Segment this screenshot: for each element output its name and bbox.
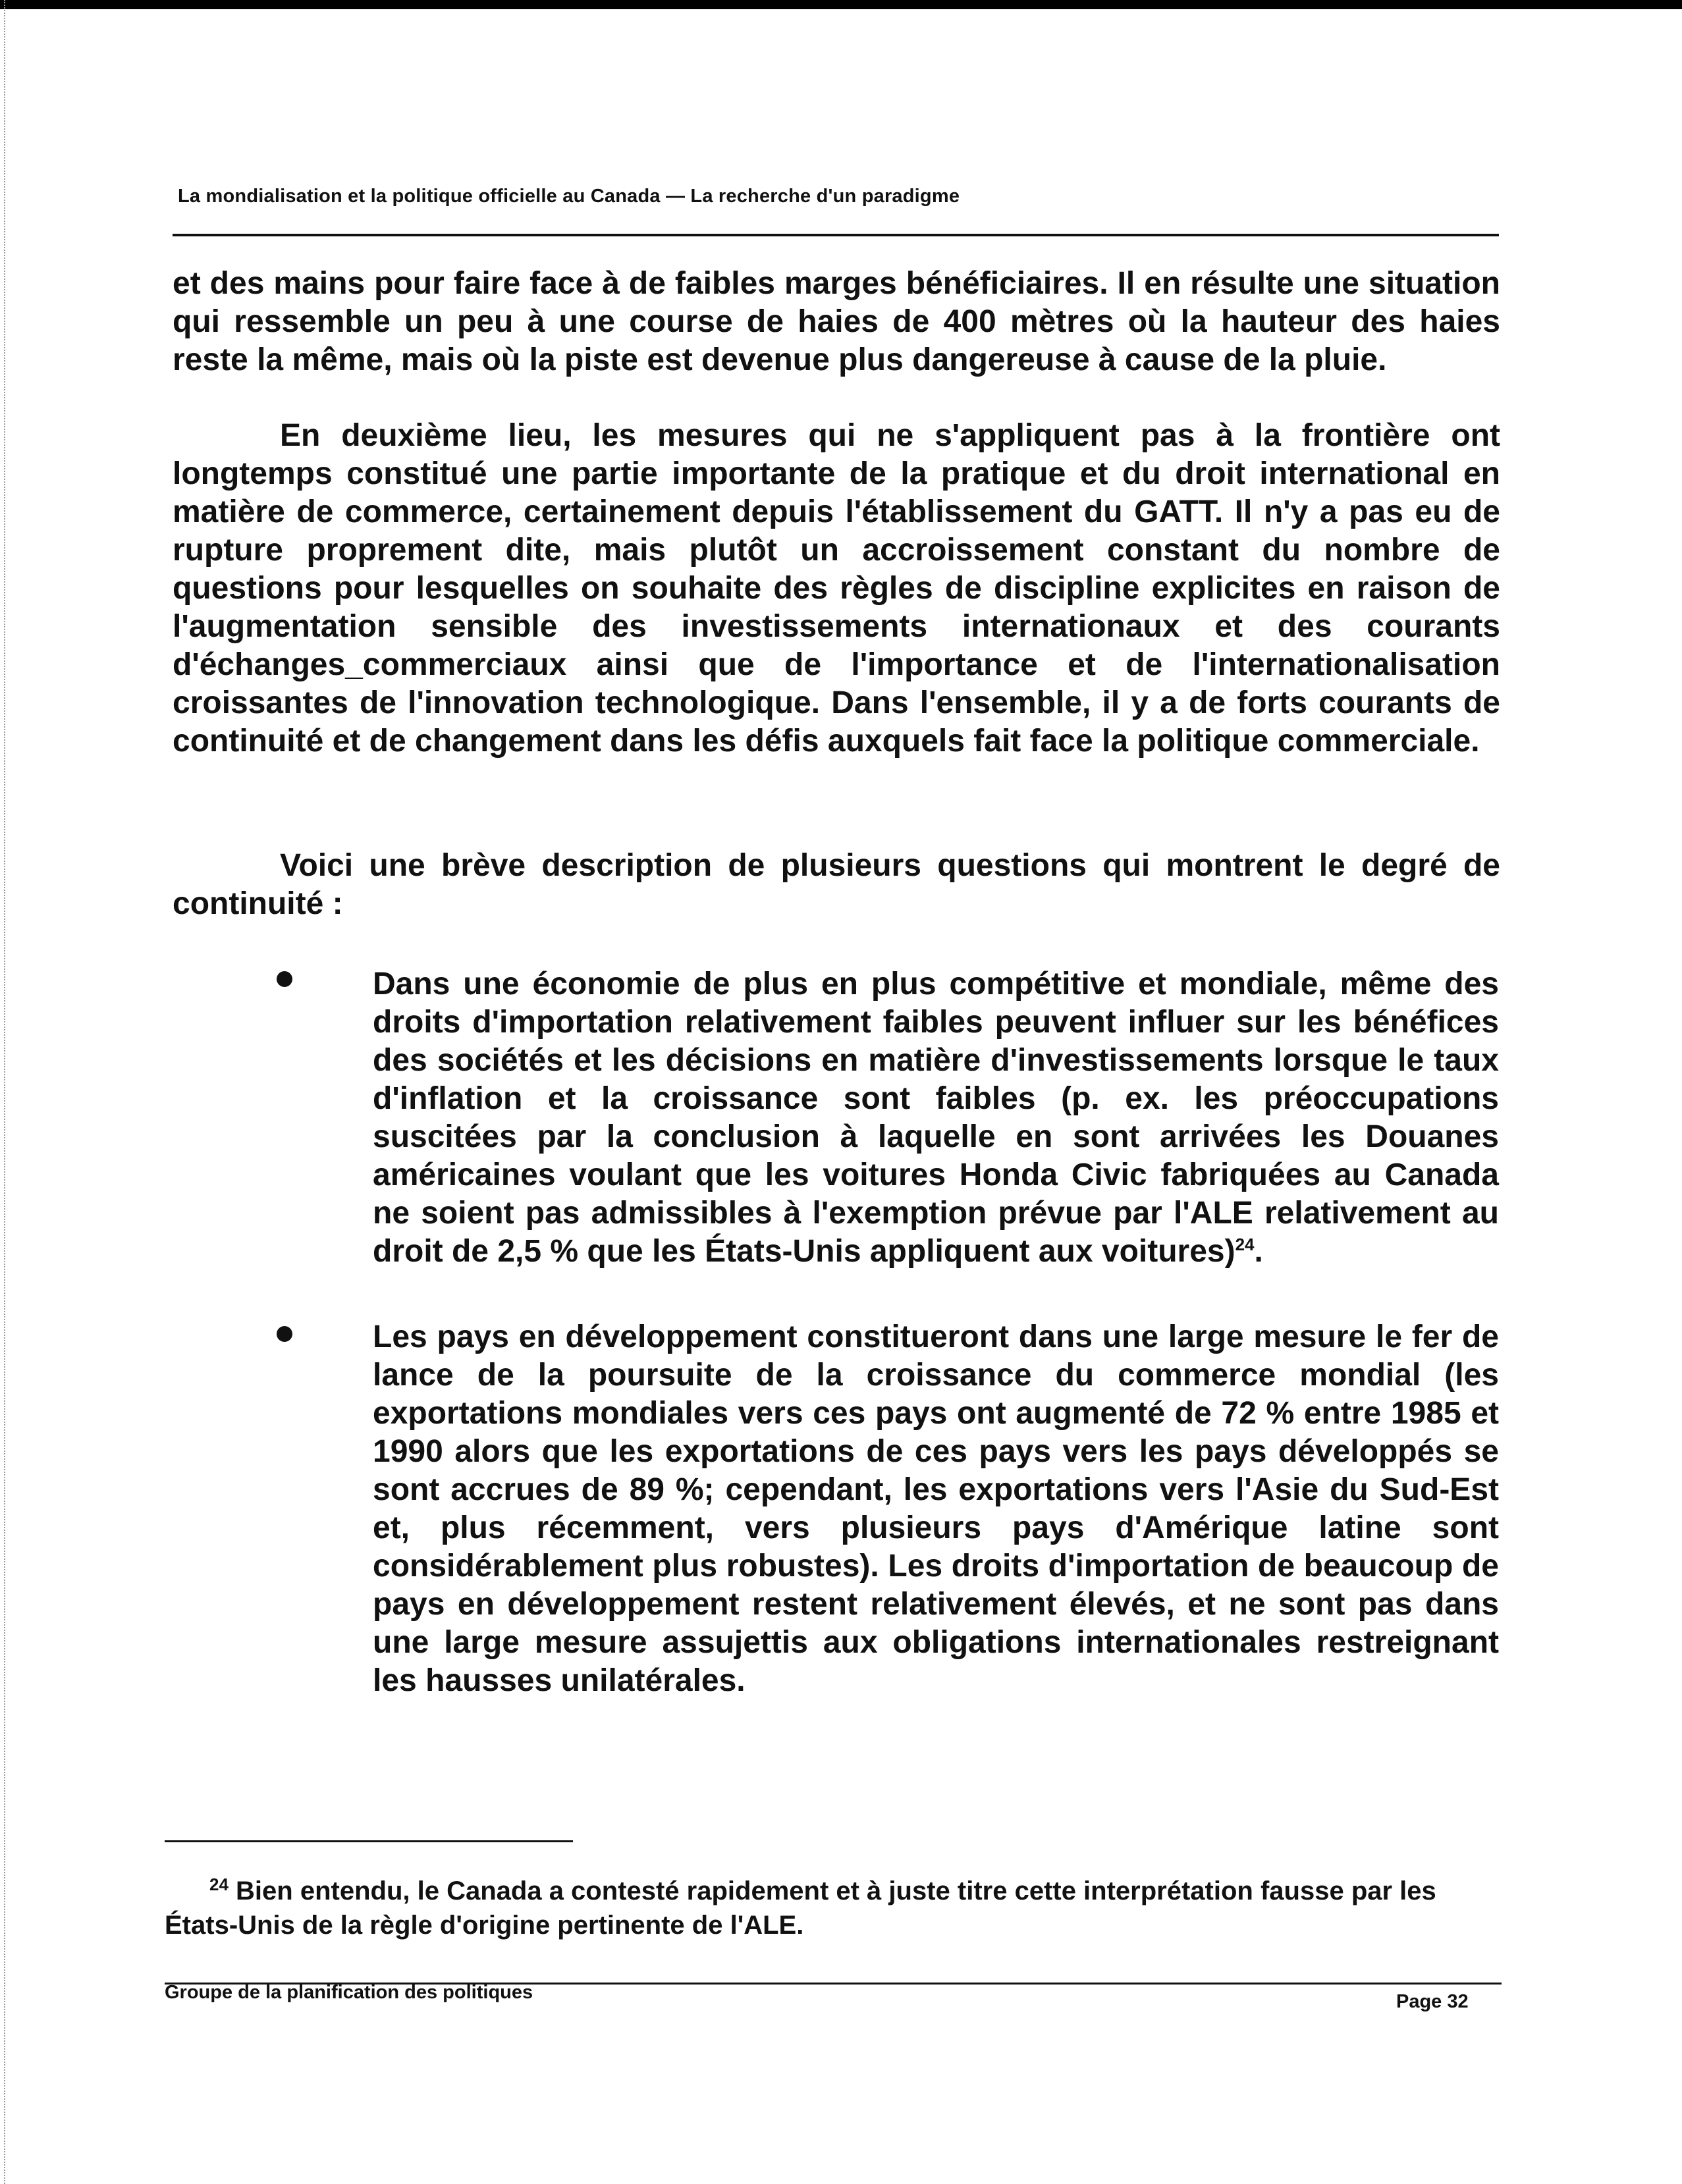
footnote-text: Bien entendu, le Canada a contesté rapidement et à juste titre cette interprétation fausse par les États-Unis de la règle d'origine pertinente de l'ALE.: [165, 1877, 1436, 1940]
list-item-text: Dans une économie de plus en plus compétitive et mondiale, même des droits d'importation relativement faibles peuvent influer sur les bénéfices des sociétés et les décisions en matière d'investissements lorsque le taux d'inflation et la croissance sont faibles (p. ex. les préoccupations suscitées par la conclusion à laquelle en sont arrivées les Douanes américaines voulant que les voitures Honda Civic fabriquées au Canada ne soient pas admissibles à l'exemption prévue par l'ALE relativement au droit de 2,5 % que les États-Unis appliquent aux voitures): [373, 967, 1499, 1269]
footnote: $^{24}$ Bien entendu, le Canada a contesté rapidement et à juste titre cette interprétation fausse par les États-Unis de la règle d'origine pertinente de l'ALE.: [165, 1874, 1436, 1940]
paragraph-intro-list: Voici une brève description de plusieurs questions qui montrent le degré de continuité :: [173, 848, 1500, 921]
list-item: Les pays en développement constitueront dans une large mesure le fer de lance de la poursuite de la croissance du commerce mondial (les exportations mondiales vers ces pays ont augmenté de 72 % entre 1985 et 1990 alors que les exportations de ces pays vers les pays développés se sont accrues de 89 %; cependant, les exportations vers l'Asie du Sud-Est et, plus récemment, vers plusieurs pays d'Amérique latine sont considérablement plus robustes). Les droits d'importation de beaucoup de pays en développement restent relativement élevés, et ne sont pas dans une large mesure assujettis aux obligations internationales restreignant les hausses unilatérales.: [373, 1319, 1499, 1698]
running-header: La mondialisation et la politique officielle au Canada — La recherche d'un paradigme: [178, 186, 960, 207]
footnote-reference: 24: [1235, 1235, 1255, 1254]
header-rule: [173, 234, 1499, 236]
footer-organization: Groupe de la planification des politiques: [165, 1982, 533, 2003]
scan-left-edge: [0, 0, 5, 2184]
paragraph-continuation: et des mains pour faire face à de faibles marges bénéficiaires. Il en résulte une situation qui ressemble un peu à une course de haies de 400 mètres où la hauteur des haies reste la même, mais où la piste est devenue plus dangereuse à cause de la pluie.: [173, 266, 1500, 377]
page-number: Page 32: [1396, 1991, 1469, 2012]
list-item: Dans une économie de plus en plus compétitive et mondiale, même des droits d'importation relativement faibles peuvent influer sur les bénéfices des sociétés et les décisions en matière d'investissements lorsque le taux d'inflation et la croissance sont faibles (p. ex. les préoccupations suscitées par la conclusion à laquelle en sont arrivées les Douanes américaines voulant que les voitures Honda Civic fabriquées au Canada ne soient pas admissibles à l'exemption prévue par l'ALE relativement au droit de 2,5 % que les États-Unis appliquent aux voitures)$^{24}$.: [373, 967, 1499, 1269]
paragraph-second-point: En deuxième lieu, les mesures qui ne s'appliquent pas à la frontière ont longtemps constitué une partie importante de la pratique et du droit international en matière de commerce, certainement depuis l'établissement du GATT. Il n'y a pas eu de rupture proprement dite, mais plutôt un accroissement constant du nombre de questions pour lesquelles on souhaite des règles de discipline explicites en raison de l'augmentation sensible des investissements internationaux et des courants d'échanges_commerciaux ainsi que de l'importance et de l'internationalisation croissantes de l'innovation technologique. Dans l'ensemble, il y a de forts courants de continuité et de changement dans les défis auxquels fait face la politique commerciale.: [173, 418, 1500, 759]
scan-top-border: [0, 0, 1682, 9]
footnote-rule: [165, 1840, 573, 1842]
bullet-icon: [277, 1326, 292, 1342]
bullet-icon: [277, 971, 292, 987]
